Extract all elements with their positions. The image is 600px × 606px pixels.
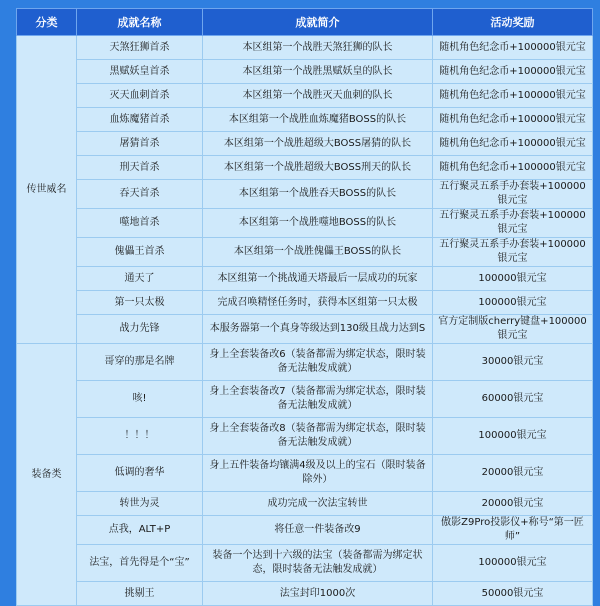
achievement-desc-cell: 本区组第一个战胜灭天血刺的队长 (203, 84, 433, 108)
table-row (17, 492, 593, 516)
table-row (17, 156, 593, 180)
achievement-name-cell: 噬地首杀 (77, 209, 203, 238)
achievement-desc-cell: 将任意一件装备改9 (203, 516, 433, 545)
achievement-name-cell: 血炼魔猪首杀 (77, 108, 203, 132)
achievement-desc-cell: 本区组第一个战胜吞天BOSS的队长 (203, 180, 433, 209)
achievement-name-cell: 低调的奢华 (77, 455, 203, 492)
header-achievement-desc: 成就简介 (203, 9, 433, 36)
achievement-name-cell: 第一只太极 (77, 291, 203, 315)
achievement-name-cell: 屠猜首杀 (77, 132, 203, 156)
reward-cell: 100000银元宝 (433, 267, 593, 291)
achievement-desc-cell: 本区组第一个战胜噬地BOSS的队长 (203, 209, 433, 238)
reward-cell: 随机角色纪念币+100000银元宝 (433, 60, 593, 84)
table-row (17, 36, 593, 60)
achievement-desc-cell: 完成召唤精怪任务时，获得本区组第一只太极 (203, 291, 433, 315)
table-row (17, 180, 593, 209)
achievement-desc-cell: 本服务器第一个真身等级达到130级且战力达到S (203, 315, 433, 344)
reward-cell: 100000银元宝 (433, 418, 593, 455)
table-row (17, 60, 593, 84)
achievement-name-cell: 哥穿的那是名牌 (77, 344, 203, 381)
achievement-name-cell: 挑剔王 (77, 582, 203, 606)
achievement-desc-cell: 身上五件装备均镶满4级及以上的宝石（限时装备除外） (203, 455, 433, 492)
achievement-desc-cell: 本区组第一个战胜傀儡王BOSS的队长 (203, 238, 433, 267)
achievement-name-cell: 咳! (77, 381, 203, 418)
achievement-desc-cell: 成功完成一次法宝转世 (203, 492, 433, 516)
reward-cell: 随机角色纪念币+100000银元宝 (433, 84, 593, 108)
reward-cell: 傲影Z9Pro投影仪+称号“第一匠师” (433, 516, 593, 545)
table-row (17, 582, 593, 606)
table-row (17, 209, 593, 238)
reward-cell: 30000银元宝 (433, 344, 593, 381)
reward-cell: 随机角色纪念币+100000银元宝 (433, 108, 593, 132)
table-row (17, 344, 593, 381)
achievement-desc-cell: 本区组第一个挑战通天塔最后一层成功的玩家 (203, 267, 433, 291)
reward-cell: 50000银元宝 (433, 582, 593, 606)
achievement-desc-cell: 本区组第一个战胜天煞狂狮的队长 (203, 36, 433, 60)
achievement-name-cell: ！！！ (77, 418, 203, 455)
table-row (17, 418, 593, 455)
achievement-name-cell: 灭天血刺首杀 (77, 84, 203, 108)
category-cell: 传世威名 (17, 36, 77, 344)
achievement-desc-cell: 身上全套装备改6（装备都需为绑定状态，限时装备无法触发成就） (203, 344, 433, 381)
reward-cell: 官方定制版cherry键盘+100000银元宝 (433, 315, 593, 344)
header-achievement-name: 成就名称 (77, 9, 203, 36)
achievement-desc-cell: 身上全套装备改7（装备都需为绑定状态，限时装备无法触发成就） (203, 381, 433, 418)
reward-cell: 100000银元宝 (433, 545, 593, 582)
achievement-desc-cell: 本区组第一个战胜血炼魔猪BOSS的队长 (203, 108, 433, 132)
table-row (17, 267, 593, 291)
header-reward: 活动奖励 (433, 9, 593, 36)
achievement-name-cell: 战力先锋 (77, 315, 203, 344)
reward-cell: 五行聚灵五系手办套装+100000银元宝 (433, 209, 593, 238)
table-row (17, 108, 593, 132)
achievement-desc-cell: 本区组第一个战胜超级大BOSS屠猜的队长 (203, 132, 433, 156)
table-row (17, 84, 593, 108)
reward-cell: 五行聚灵五系手办套装+100000银元宝 (433, 238, 593, 267)
achievement-name-cell: 吞天首杀 (77, 180, 203, 209)
achievement-table (16, 8, 593, 606)
table-row (17, 315, 593, 344)
table-row (17, 238, 593, 267)
achievement-desc-cell: 身上全套装备改8（装备都需为绑定状态，限时装备无法触发成就） (203, 418, 433, 455)
table-row (17, 132, 593, 156)
achievement-name-cell: 刑天首杀 (77, 156, 203, 180)
achievement-desc-cell: 本区组第一个战胜超级大BOSS刑天的队长 (203, 156, 433, 180)
table-row (17, 291, 593, 315)
reward-cell: 随机角色纪念币+100000银元宝 (433, 132, 593, 156)
table-row (17, 545, 593, 582)
category-cell: 装备类 (17, 344, 77, 606)
achievement-desc-cell: 法宝封印1000次 (203, 582, 433, 606)
reward-cell: 随机角色纪念币+100000银元宝 (433, 36, 593, 60)
reward-cell: 五行聚灵五系手办套装+100000银元宝 (433, 180, 593, 209)
table-row (17, 455, 593, 492)
achievement-desc-cell: 装备一个达到十六级的法宝（装备都需为绑定状态，限时装备无法触发成就） (203, 545, 433, 582)
header-category: 分类 (17, 9, 77, 36)
table-row (17, 381, 593, 418)
reward-cell: 随机角色纪念币+100000银元宝 (433, 156, 593, 180)
achievement-name-cell: 黑赋妖皇首杀 (77, 60, 203, 84)
reward-cell: 20000银元宝 (433, 492, 593, 516)
achievement-name-cell: 傀儡王首杀 (77, 238, 203, 267)
achievement-name-cell: 通天了 (77, 267, 203, 291)
reward-cell: 60000银元宝 (433, 381, 593, 418)
reward-cell: 20000银元宝 (433, 455, 593, 492)
achievement-desc-cell: 本区组第一个战胜黑赋妖皇的队长 (203, 60, 433, 84)
table-body (17, 36, 593, 606)
table-header-row (17, 9, 593, 36)
achievement-name-cell: 转世为灵 (77, 492, 203, 516)
achievement-name-cell: 天煞狂狮首杀 (77, 36, 203, 60)
achievement-name-cell: 法宝，首先得是个“宝” (77, 545, 203, 582)
reward-cell: 100000银元宝 (433, 291, 593, 315)
table-row (17, 516, 593, 545)
achievement-name-cell: 点我，ALT+P (77, 516, 203, 545)
